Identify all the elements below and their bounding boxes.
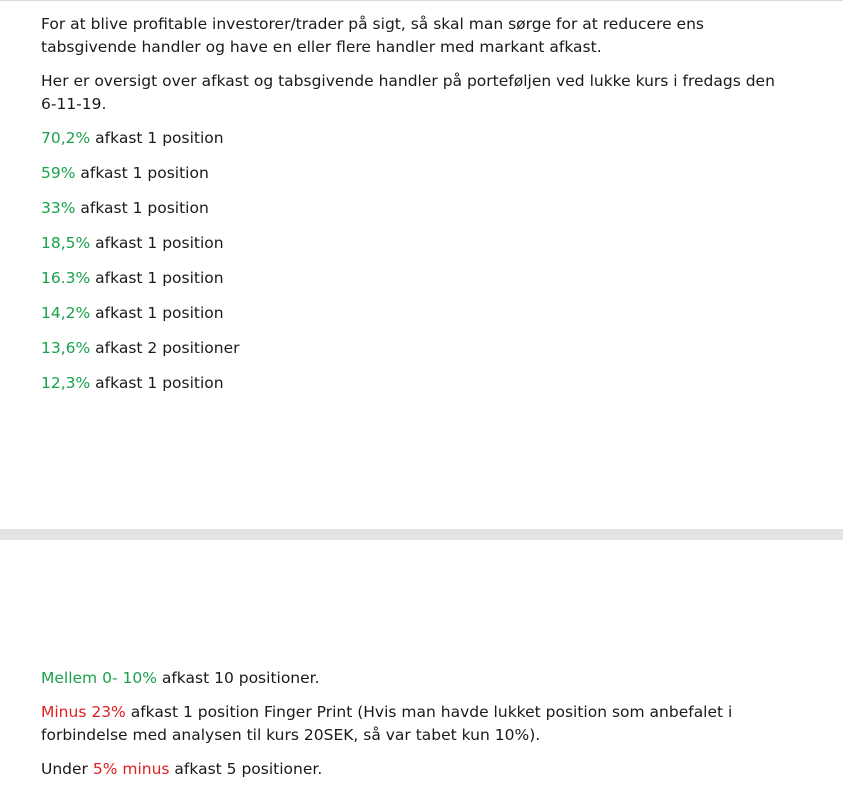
gain-item bbox=[41, 232, 781, 255]
gain-description: afkast 1 position bbox=[90, 269, 224, 287]
under-prefix: Under bbox=[41, 760, 93, 778]
document-page-2 bbox=[41, 667, 781, 792]
gain-item bbox=[41, 162, 781, 185]
range-description: afkast 10 positioner. bbox=[156, 669, 320, 687]
gain-description: afkast 1 position bbox=[90, 374, 224, 392]
top-border bbox=[0, 0, 843, 1]
loss-description: afkast 1 position Finger Print (Hvis man havde lukket position som anbefalet i forbindelse med analysen til kurs 20SEK, så var tabet kun 10%). bbox=[41, 703, 733, 744]
loss-highlight: Minus 23% bbox=[41, 703, 126, 721]
page-break bbox=[0, 529, 843, 540]
gain-item bbox=[41, 197, 781, 220]
gain-description: afkast 1 position bbox=[75, 199, 209, 217]
document-page-1 bbox=[41, 13, 781, 407]
gain-item bbox=[41, 337, 781, 360]
gain-item bbox=[41, 127, 781, 150]
gain-percentage: 18,5% bbox=[41, 234, 91, 252]
gain-percentage: 59% bbox=[41, 164, 76, 182]
range-highlight: Mellem 0- 10% bbox=[41, 669, 157, 687]
gain-description: afkast 1 position bbox=[90, 234, 224, 252]
gain-description: afkast 1 position bbox=[90, 304, 224, 322]
gain-percentage: 13,6% bbox=[41, 339, 91, 357]
gain-percentage: 16.3% bbox=[41, 269, 91, 287]
gain-description: afkast 1 position bbox=[75, 164, 209, 182]
intro-paragraph: For at blive profitable investorer/trader på sigt, så skal man sørge for at reducere ens tabsgivende handler og have en eller flere handler med markant afkast. bbox=[41, 15, 704, 56]
overview-paragraph: Her er oversigt over afkast og tabsgivende handler på porteføljen ved lukke kurs i fredags den 6-11-19. bbox=[41, 72, 775, 113]
range-line bbox=[41, 667, 781, 690]
gain-item bbox=[41, 267, 781, 290]
gain-percentage: 12,3% bbox=[41, 374, 91, 392]
gain-percentage: 14,2% bbox=[41, 304, 91, 322]
gain-percentage: 70,2% bbox=[41, 129, 91, 147]
gain-item bbox=[41, 372, 781, 395]
under-highlight: 5% minus bbox=[92, 760, 170, 778]
under-description: afkast 5 positioner. bbox=[169, 760, 323, 778]
gain-percentage: 33% bbox=[41, 199, 76, 217]
gain-item bbox=[41, 302, 781, 325]
loss-line bbox=[41, 701, 781, 747]
under-line bbox=[41, 758, 781, 781]
gain-description: afkast 1 position bbox=[90, 129, 224, 147]
gain-description: afkast 2 positioner bbox=[90, 339, 240, 357]
